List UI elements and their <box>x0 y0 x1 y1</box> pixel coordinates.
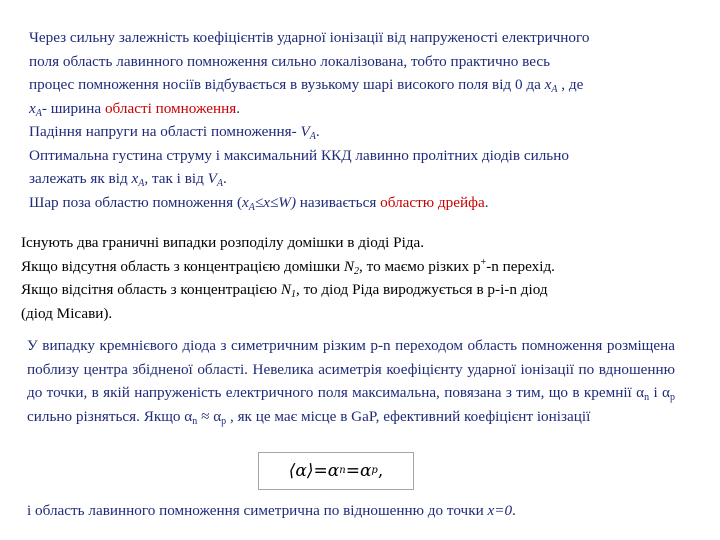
paragraph-silicon-diode <box>27 334 675 428</box>
text-line <box>21 255 701 279</box>
text-line <box>29 97 709 121</box>
text-run: Якщо відсітня область з концентрацією <box>21 281 281 298</box>
symbol-x: x <box>242 193 249 211</box>
subscript: A <box>35 107 42 119</box>
subscript: n <box>192 415 198 427</box>
symbol-alpha: α <box>359 461 372 481</box>
text-run: . <box>315 123 320 140</box>
text-run: ≈ <box>197 407 214 425</box>
text-run: -n перехід. <box>486 257 555 275</box>
text-run: Оптимальна густина струму і максимальний ККД лавинно пролітних діодів сильно <box>29 146 569 164</box>
paragraph-multiplication-region <box>29 26 709 214</box>
text-run: Через сильну залежність коефіцієнтів ударної іонізації від напруженості електричного <box>29 29 590 46</box>
symbol-alpha: α <box>184 407 193 425</box>
text-run: У випадку кремнієвого діода з симетричним різким p-n переходом область помноження розміщена поблизу центра збідненої області. Невелика асиметрія коефіцієнту ударної іонізації по вдношенню до точки, в якій напруженість електричного поля максимальна, повязана з тим, що в кремнії <box>27 337 675 401</box>
point-x0: x=0 <box>487 502 513 519</box>
symbol-alpha: α <box>662 384 670 401</box>
text-run: Шар поза областю помноження ( <box>29 193 243 211</box>
text-run: . <box>512 502 516 519</box>
text-run: Якщо відсутня область з концентрацією домішки <box>21 257 344 275</box>
subscript: 1 <box>291 289 297 300</box>
text-run: . <box>484 193 489 211</box>
text-line <box>29 50 709 74</box>
paragraph-read-diode-cases <box>21 231 701 325</box>
text-run: , де <box>557 76 584 93</box>
text-line <box>29 167 709 191</box>
text-run: , то діод Ріда вироджується в p-i-n діод <box>296 281 548 298</box>
superscript: + <box>480 256 487 268</box>
text-run: Існують два граничні випадки розподілу домішки в діоді Ріда. <box>21 234 425 251</box>
symbol-x: x <box>544 76 552 93</box>
text-line <box>29 120 709 144</box>
text-run: , то маємо різких p <box>359 257 481 275</box>
subscript: A <box>551 84 558 95</box>
text-line <box>29 191 709 215</box>
subscript: A <box>309 131 316 142</box>
symbol-n: N <box>343 257 355 275</box>
subscript: n <box>644 392 650 403</box>
symbol-alpha: α <box>327 461 340 481</box>
subscript: p <box>670 392 675 403</box>
subscript: A <box>248 201 255 213</box>
text-run: (діод Місави). <box>21 304 113 322</box>
term-multiplication-region: області помноження <box>104 99 237 117</box>
mean-alpha: ⟨α⟩ <box>288 461 314 481</box>
symbol-alpha: α <box>213 407 222 425</box>
text-line <box>29 26 709 50</box>
text-line <box>21 278 701 302</box>
text-line <box>21 302 701 326</box>
text-run: називається <box>296 193 381 211</box>
symbol-v: V <box>207 170 217 187</box>
equals-sign: = <box>345 461 360 481</box>
subscript: p <box>221 415 227 427</box>
symbol-n: N <box>280 281 292 298</box>
text-run: залежать як від <box>29 170 132 187</box>
text-run: . <box>223 170 227 187</box>
text-run: , як це має місце в GaP, ефективний коефіцієнт іонізації <box>226 407 591 425</box>
text-run: процес помноження носіїв відбувається в вузькому шарі високого поля від 0 да <box>29 76 545 93</box>
text-line <box>29 73 709 97</box>
text-run: і область лавинного помноження симетрична по відношенню до точки <box>27 502 488 519</box>
symbol-v: V <box>300 123 310 140</box>
symbol-alpha: α <box>636 384 645 401</box>
text-run: Падіння напруги на області помноження- <box>29 123 301 140</box>
symbol-x: x <box>131 170 139 187</box>
symbol-x: x <box>29 99 36 117</box>
subscript: 2 <box>354 265 360 277</box>
subscript: A <box>138 178 145 189</box>
formula-effective-ionization: ⟨α⟩ = α n = α p , <box>258 452 414 490</box>
term-drift-region: областю дрейфа <box>380 193 485 211</box>
text-run: поля область лавинного помноження сильно локалізована, тобто практично весь <box>29 52 550 70</box>
inequality: ≤x≤W) <box>254 193 296 211</box>
text-run: сильно різняться. Якщо <box>27 407 185 425</box>
subscript: A <box>216 178 223 189</box>
text-run: . <box>236 99 241 117</box>
equals-sign: = <box>313 461 328 481</box>
paragraph-symmetric-region <box>27 499 707 523</box>
text-line <box>29 144 709 168</box>
text-run: , так і від <box>144 170 208 187</box>
text-line <box>21 231 701 255</box>
text-run: - ширина <box>41 99 105 117</box>
comma: , <box>377 461 384 481</box>
text-run: і <box>649 384 663 401</box>
